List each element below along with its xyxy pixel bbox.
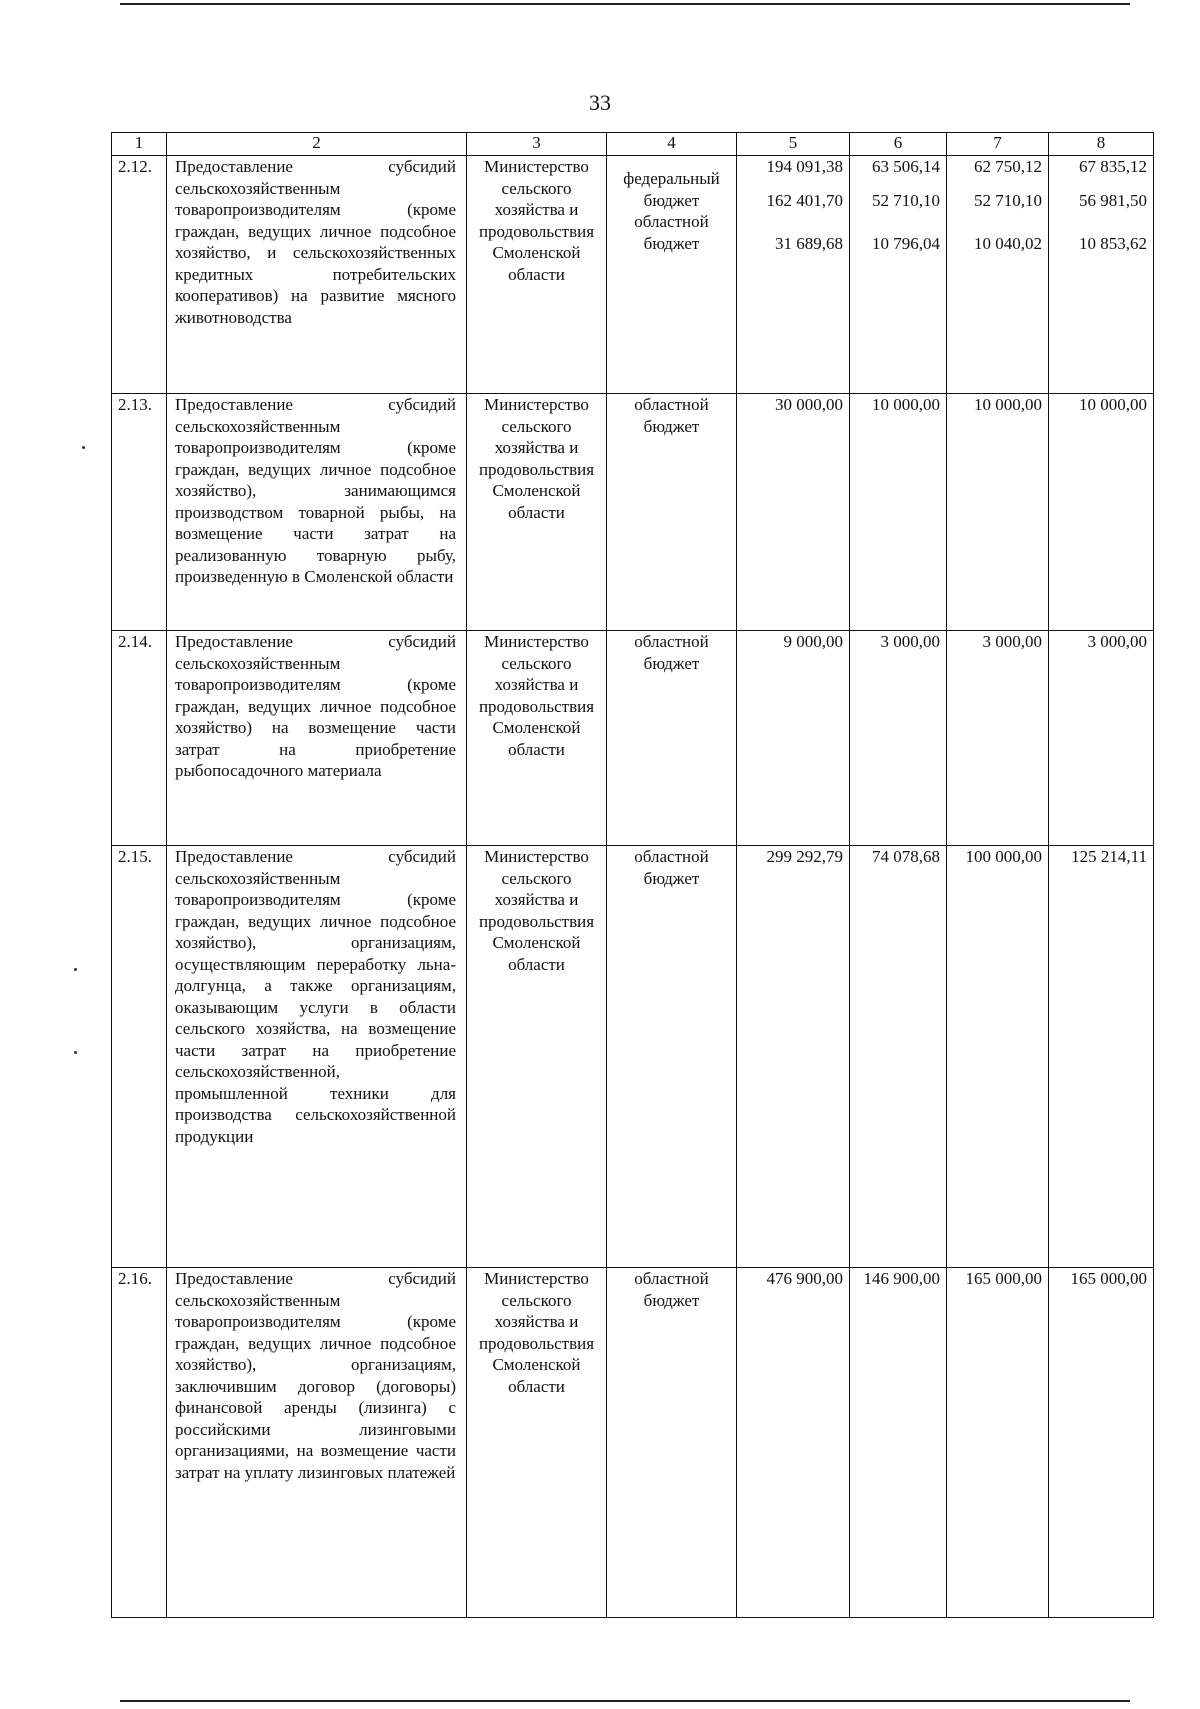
row-responsible: Министерство сельского хозяйства и продовольствия Смоленской области [467,156,607,394]
row-description: Предоставление субсидий сельскохозяйственным товаропроизводителям (кроме граждан, ведущих личное подсобное хозяйство), организациям, осуществляющим переработку льна-долгунца, а также организациям, оказывающим услуги в области сельского хозяйства, на возмещение части затрат на приобретение сельскохозяйственной, промышленной техники для производства сельскохозяйственной продукции [167,846,467,1268]
value-col7 [947,156,1049,394]
column-header: 5 [737,133,850,156]
table-row [112,156,1154,394]
value-col8 [1049,156,1154,394]
value-col7: 10 000,00 [947,394,1049,631]
scan-edge-bottom [120,1700,1130,1702]
source-federal: федеральный бюджет [623,169,720,210]
scan-speck [74,1051,77,1054]
row-responsible: Министерство сельского хозяйства и продовольствия Смоленской области [467,1268,607,1618]
table-row [112,846,1154,1268]
value-col7: 3 000,00 [947,631,1049,846]
row-funding-source: областной бюджет [607,846,737,1268]
row-number: 2.16. [112,1268,167,1618]
row-funding-source: областной бюджет [607,1268,737,1618]
row-responsible: Министерство сельского хозяйства и продовольствия Смоленской области [467,394,607,631]
value-col5: 30 000,00 [737,394,850,631]
row-description: Предоставление субсидий сельскохозяйственным товаропроизводителям (кроме граждан, ведущих личное подсобное хозяйство), организациям, заключившим договор (договоры) финансовой аренды (лизинга) с российскими лизинговыми организациями, на возмещение части затрат на уплату лизинговых платежей [167,1268,467,1618]
row-funding-source: областной бюджет [607,631,737,846]
table-row [112,394,1154,631]
row-funding-source: областной бюджет [607,394,737,631]
value-col5: 299 292,79 [737,846,850,1268]
value-col6: 3 000,00 [850,631,947,846]
budget-table [111,132,1154,1618]
value-total: 63 506,14 [872,157,940,176]
column-header: 1 [112,133,167,156]
value-col6 [850,156,947,394]
row-responsible: Министерство сельского хозяйства и продовольствия Смоленской области [467,631,607,846]
value-total: 62 750,12 [974,157,1042,176]
column-header: 6 [850,133,947,156]
row-responsible: Министерство сельского хозяйства и продовольствия Смоленской области [467,846,607,1268]
source-regional: областной бюджет [634,212,709,253]
value-col6: 74 078,68 [850,846,947,1268]
value-col8: 165 000,00 [1049,1268,1154,1618]
value-federal: 52 710,10 [974,190,1042,210]
value-col7: 100 000,00 [947,846,1049,1268]
page-number: 33 [589,90,611,115]
column-header: 8 [1049,133,1154,156]
value-col8: 10 000,00 [1049,394,1154,631]
value-col8: 125 214,11 [1049,846,1154,1268]
value-regional: 31 689,68 [775,234,843,253]
row-description: Предоставление субсидий сельскохозяйственным товаропроизводителям (кроме граждан, ведущих личное подсобное хозяйство) на возмещение части затрат на приобретение рыбопосадочного материала [167,631,467,846]
value-federal: 56 981,50 [1079,190,1147,210]
value-regional: 10 796,04 [872,234,940,253]
value-col6: 146 900,00 [850,1268,947,1618]
value-col7: 165 000,00 [947,1268,1049,1618]
column-header: 7 [947,133,1049,156]
row-description: Предоставление субсидий сельскохозяйственным товаропроизводителям (кроме граждан, ведущих личное подсобное хозяйство), занимающимся производством товарной рыбы, на возмещение части затрат на реализованную товарную рыбу, произведенную в Смоленской области [167,394,467,631]
row-number: 2.15. [112,846,167,1268]
value-federal: 162 401,70 [766,190,843,210]
row-number: 2.14. [112,631,167,846]
row-funding-source [607,156,737,394]
column-header: 4 [607,133,737,156]
row-description: Предоставление субсидий сельскохозяйственным товаропроизводителям (кроме граждан, ведущих личное подсобное хозяйство, и сельскохозяйственных кредитных потребительских кооперативов) на развитие мясного животноводства [167,156,467,394]
value-col5: 476 900,00 [737,1268,850,1618]
value-total: 194 091,38 [766,157,843,176]
value-col5: 9 000,00 [737,631,850,846]
scan-speck [82,446,85,449]
scan-speck [74,968,77,971]
value-total: 67 835,12 [1079,157,1147,176]
value-col6: 10 000,00 [850,394,947,631]
column-header: 3 [467,133,607,156]
scan-edge-top [120,3,1130,5]
value-col8: 3 000,00 [1049,631,1154,846]
value-regional: 10 853,62 [1079,234,1147,253]
table-row [112,1268,1154,1618]
table-header-row [112,133,1154,156]
table-row [112,631,1154,846]
value-regional: 10 040,02 [974,234,1042,253]
column-header: 2 [167,133,467,156]
row-number: 2.12. [112,156,167,394]
row-number: 2.13. [112,394,167,631]
value-col5 [737,156,850,394]
value-federal: 52 710,10 [872,190,940,210]
